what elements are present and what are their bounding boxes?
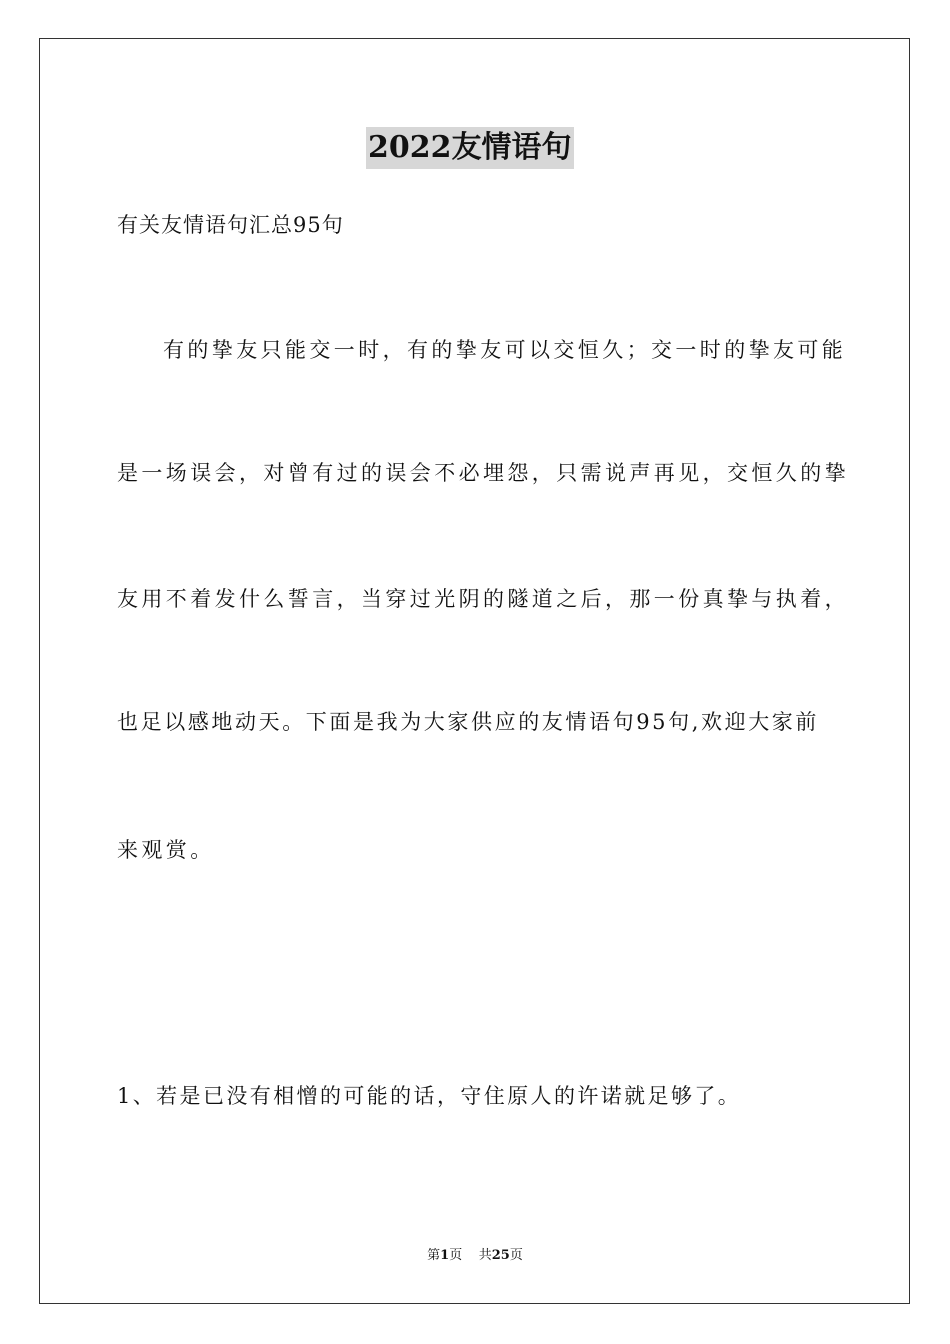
footer-total-pages: 25 bbox=[491, 1248, 510, 1263]
paragraph-line-3: 友用不着发什么誓言，当穿过光阴的隧道之后，那一份真挚与执着， bbox=[117, 587, 849, 611]
paragraph-line-1: 有的挚友只能交一时，有的挚友可以交恒久；交一时的挚友可能 bbox=[163, 338, 847, 362]
footer-total-prefix: 共 bbox=[478, 1248, 492, 1263]
footer-total-suffix: 页 bbox=[509, 1248, 523, 1263]
paragraph-line-5: 来观赏。 bbox=[117, 838, 215, 862]
footer-page-suffix: 页 bbox=[449, 1248, 463, 1263]
paragraph-line-2: 是一场误会，对曾有过的误会不必埋怨，只需说声再见，交恒久的挚 bbox=[117, 461, 849, 485]
document-subtitle: 有关友情语句汇总95句 bbox=[117, 213, 344, 237]
paragraph-line-4: 也足以感地动天。下面是我为大家供应的友情语句95句,欢迎大家前 bbox=[117, 710, 819, 734]
footer-page-number: 1 bbox=[440, 1248, 450, 1263]
list-item-1: 1、若是已没有相憎的可能的话，守住原人的许诺就足够了。 bbox=[117, 1084, 742, 1108]
page-footer bbox=[0, 1247, 950, 1265]
footer-page-prefix: 第 bbox=[427, 1248, 441, 1263]
document-title: 2022友情语句 bbox=[366, 127, 574, 169]
